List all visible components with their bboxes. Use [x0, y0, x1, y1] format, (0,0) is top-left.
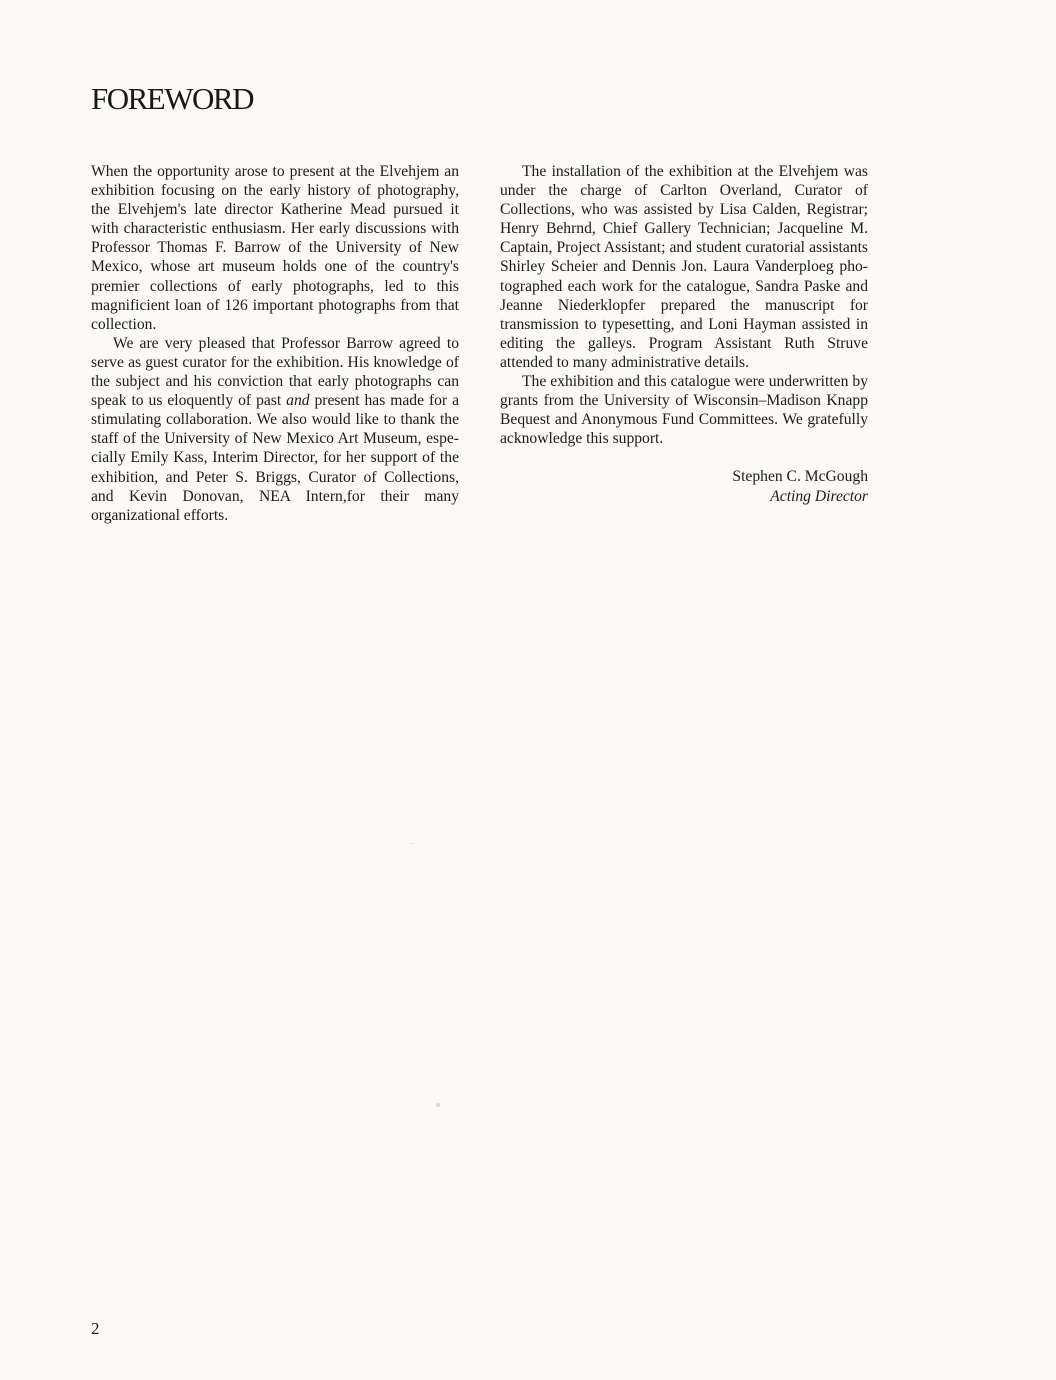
- paragraph-text: present has made for a stimulating collaboration. We also would like to thank the staff of the University of New Mexico Art Museum, especially Emily Kass, Interim Director, for her support of the exhibition, and Peter S. Briggs, Curator of Collections, and Kevin Donovan, NEA Intern,for their many organizational efforts.: [91, 392, 459, 524]
- paper-speck: [436, 1103, 440, 1107]
- page-heading: FOREWORD: [91, 81, 253, 116]
- paragraph: [91, 334, 459, 525]
- paragraph: The exhibition and this catalogue were underwritten by grants from the University of Wisconsin–Madison Knapp Bequest and Anonymous Fund Committees. We gratefully acknowledge this support.: [500, 373, 868, 448]
- right-column: [500, 162, 868, 506]
- paragraph: When the opportunity arose to present at the Elvehjem an exhibition focusing on the early history of photography, the Elvehjem's late director Katherine Mead pursued it with characteristic enthusiasm. Her early discussions with Professor Thomas F. Barrow of the University of New Mexico, whose art museum holds one of the country's premier collections of early photographs, led to this magnificient loan of 126 important photographs from that collection.: [91, 163, 459, 333]
- signature-block: [500, 467, 868, 505]
- emphasis-text: and: [286, 392, 310, 410]
- page-number: 2: [91, 1319, 100, 1338]
- signature-name: Stephen C. McGough: [732, 468, 868, 486]
- signature-title: Acting Director: [770, 487, 868, 505]
- paper-speck: [411, 843, 414, 844]
- paragraph: The installation of the exhibition at the Elvehjem was under the charge of Carlton Overland, Curator of Collections, who was assisted by Lisa Calden, Registrar; Henry Behrnd, Chief Gallery Technician; Jacqueline M. Captain, Project Assistant; and student curatorial assistants Shirley Scheier and Dennis Jon. Laura Vanderploeg photographed each work for the catalogue, Sandra Paske and Jeanne Niederklopfer prepared the manuscript for transmission to typesetting, and Loni Hayman assisted in editing the galleys. Program Assistant Ruth Struve attended to many administrative details.: [500, 163, 868, 371]
- paragraph-text: We are very pleased that Professor Barrow agreed to serve as guest curator for the exhibition. His knowledge of the subject and his conviction that early photographs can speak to us eloquently of past: [91, 334, 459, 410]
- left-column: [91, 162, 459, 525]
